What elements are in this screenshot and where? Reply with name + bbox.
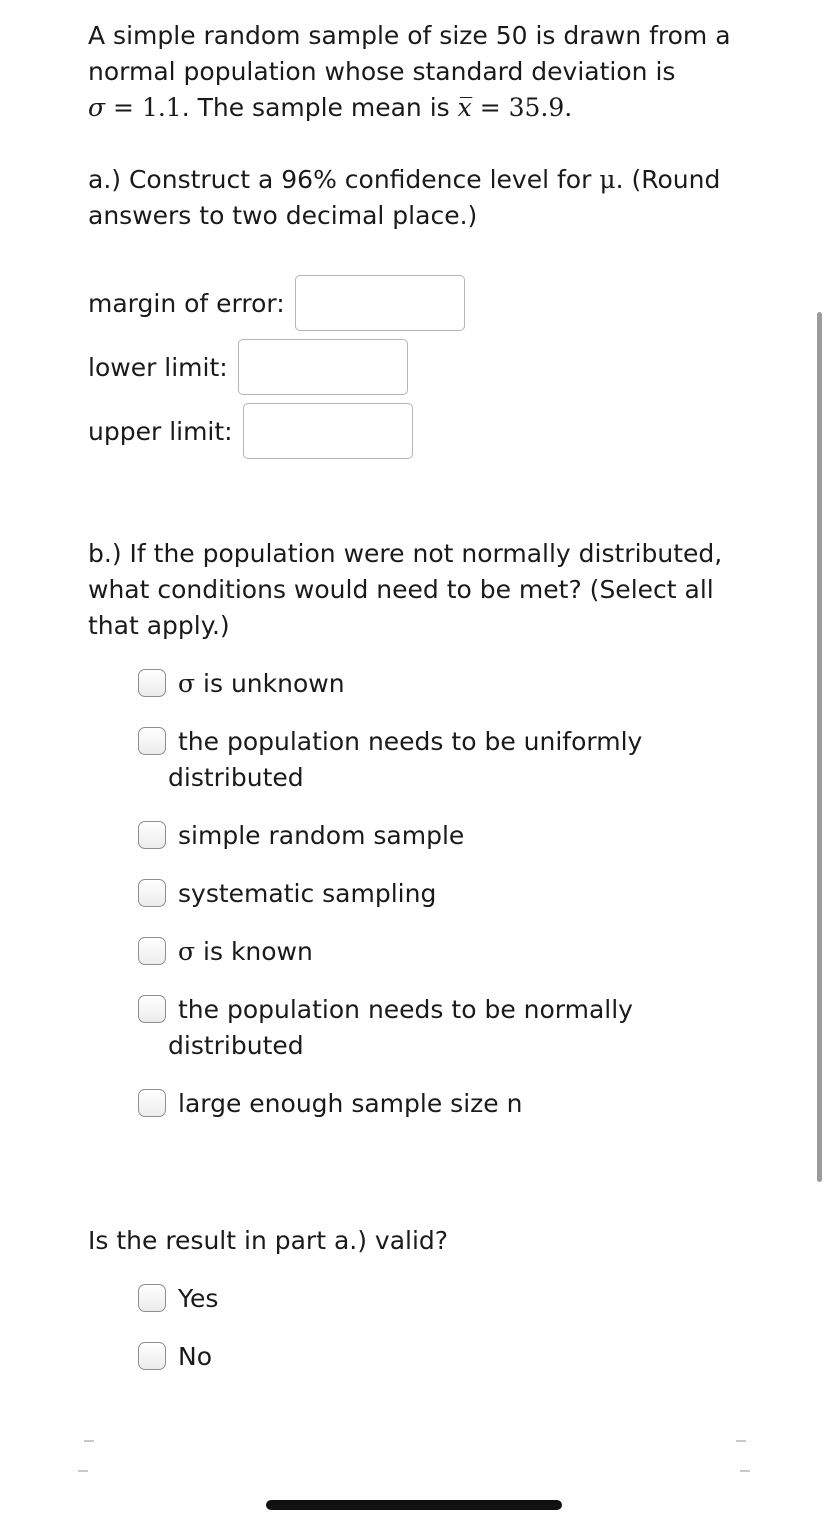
checkbox[interactable]	[138, 1284, 166, 1312]
checkbox[interactable]	[138, 1342, 166, 1370]
sigma-value: 1.1	[141, 93, 182, 122]
sigma-symbol: σ	[178, 669, 196, 698]
part-b-prompt-line-2: what conditions would need to be met? (Select all	[88, 575, 714, 604]
option-label-line-2: distributed	[168, 763, 304, 792]
lower-limit-input[interactable]	[238, 339, 408, 395]
option-yes[interactable]	[138, 1281, 698, 1317]
part-b-prompt	[88, 536, 722, 644]
option-normally-distributed[interactable]	[138, 992, 698, 1064]
checkbox[interactable]	[138, 821, 166, 849]
option-large-sample-size[interactable]	[138, 1086, 698, 1122]
checkbox[interactable]	[138, 937, 166, 965]
option-label-line-1: the population needs to be normally	[178, 995, 633, 1024]
option-label-line-1: the population needs to be uniformly	[178, 727, 643, 756]
option-simple-random-sample[interactable]	[138, 818, 698, 854]
margin-of-error-input[interactable]	[295, 275, 465, 331]
mean-text: . The sample mean is	[181, 93, 450, 122]
option-label-line-2: distributed	[168, 1031, 304, 1060]
checkbox[interactable]	[138, 1089, 166, 1117]
part-a-prompt-line-2: answers to two decimal place.)	[88, 201, 478, 230]
checkbox[interactable]	[138, 669, 166, 697]
checkbox[interactable]	[138, 727, 166, 755]
option-label: is known	[195, 937, 313, 966]
corner-mark-right-bottom	[740, 1470, 750, 1472]
part-b-prompt-line-3: that apply.)	[88, 611, 230, 640]
problem-statement	[88, 18, 748, 126]
margin-of-error-label: margin of error:	[88, 288, 285, 318]
sigma-expression	[88, 93, 182, 122]
corner-mark-right-top	[736, 1440, 746, 1442]
option-sigma-known[interactable]	[138, 934, 698, 970]
home-indicator[interactable]	[266, 1500, 562, 1510]
mean-value: 35.9	[508, 93, 565, 122]
margin-of-error-row	[88, 274, 465, 332]
question-content	[88, 18, 748, 1371]
upper-limit-input[interactable]	[243, 403, 413, 459]
mean-expression	[458, 93, 573, 122]
part-a-prompt-prefix: a.) Construct a 96% confidence level for	[88, 165, 592, 194]
part-a-prompt	[88, 162, 748, 234]
intro-line-2: normal population whose standard deviation is	[88, 57, 676, 86]
sigma-symbol: σ	[178, 937, 196, 966]
part-b-prompt-line-1: b.) If the population were not normally distributed,	[88, 539, 723, 568]
upper-limit-row	[88, 402, 413, 460]
xbar-symbol: x̅	[457, 93, 472, 122]
lower-limit-row	[88, 338, 408, 396]
equals-sign-2: =	[479, 93, 501, 122]
intro-line-1: A simple random sample of size 50 is drawn from a	[88, 21, 731, 50]
option-uniformly-distributed[interactable]	[138, 724, 698, 796]
option-label: is unknown	[195, 669, 345, 698]
option-label: simple random sample	[178, 821, 465, 850]
part-c-prompt: Is the result in part a.) valid?	[88, 1226, 449, 1255]
upper-limit-label: upper limit:	[88, 416, 233, 446]
option-label: systematic sampling	[178, 879, 437, 908]
equals-sign: =	[113, 93, 134, 122]
part-a-prompt-suffix: . (Round	[615, 165, 721, 194]
checkbox[interactable]	[138, 879, 166, 907]
option-sigma-unknown[interactable]	[138, 666, 698, 702]
option-systematic-sampling[interactable]	[138, 876, 698, 912]
option-label: Yes	[178, 1284, 219, 1313]
end-period: .	[564, 93, 573, 122]
vertical-scrollbar[interactable]	[817, 312, 822, 1182]
corner-mark-left-top	[84, 1440, 94, 1442]
option-label: No	[178, 1342, 212, 1371]
option-no[interactable]	[138, 1339, 698, 1375]
sigma-symbol: σ	[88, 93, 106, 122]
lower-limit-label: lower limit:	[88, 352, 228, 382]
corner-mark-left-bottom	[78, 1470, 88, 1472]
mu-symbol: μ	[599, 165, 616, 194]
checkbox[interactable]	[138, 995, 166, 1023]
option-label: large enough sample size n	[178, 1089, 523, 1118]
